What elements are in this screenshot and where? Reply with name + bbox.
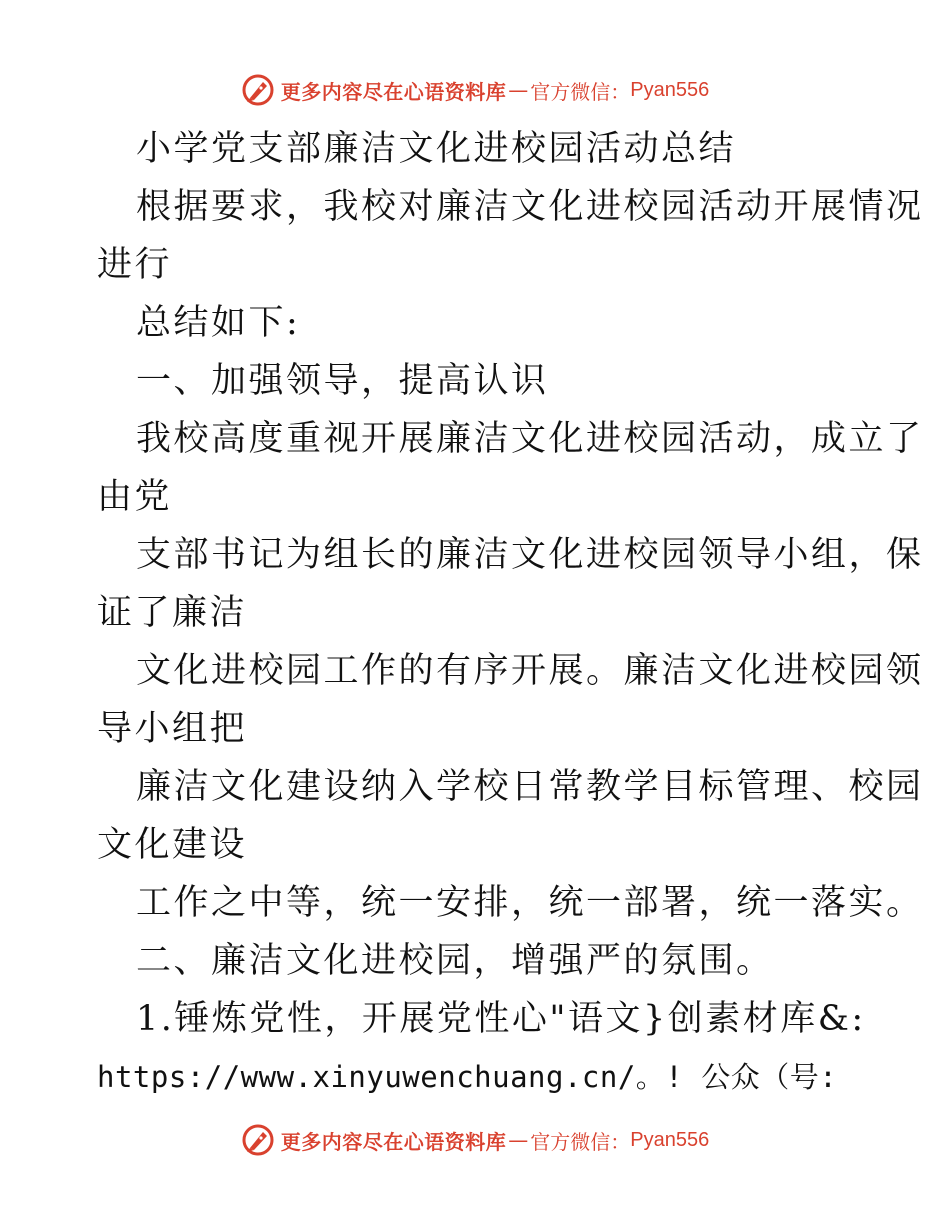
footer-separator: — [508,1128,529,1152]
body-line: 总结如下: [136,303,301,343]
body-line: 工作之中等，统一安排，统一部署，统一落实。 [136,883,924,923]
body-line: 支部书记为组长的廉洁文化进校园领导小组，保 [136,535,924,575]
footer-promo-text: 更多内容尽在心语资料库 [280,1129,507,1154]
body-line: 证了廉洁 [97,593,248,633]
header-wechat-id: Pyan556 [630,78,710,101]
pen-nib-logo-icon [241,73,275,107]
section-heading: 一、加强领导，提高认识 [136,361,549,401]
body-line: 廉洁文化建设纳入学校日常教学目标管理、校园 [136,767,924,807]
footer-wechat-id: Pyan556 [630,1128,710,1151]
header-official-label: 官方微信： [530,79,631,104]
url-line: https://www.xinyuwenchuang.cn/。! 公众（号: [97,1060,838,1094]
body-line: 进行 [97,245,173,285]
section-heading: 二、廉洁文化进校园，增强严的氛围。 [136,941,774,981]
header-separator: — [508,78,529,102]
body-line: 导小组把 [97,709,248,749]
document-body [97,120,924,1106]
document-title: 小学党支部廉洁文化进校园活动总结 [136,129,737,169]
body-line: 由党 [97,477,173,517]
body-line: 根据要求，我校对廉洁文化进校园活动开展情况 [136,187,924,227]
body-line: 文化建设 [97,825,248,865]
footer-banner [0,1120,950,1160]
footer-official-label: 官方微信： [530,1129,631,1154]
body-line: 文化进校园工作的有序开展。廉洁文化进校园领 [136,651,924,691]
body-line: 我校高度重视开展廉洁文化进校园活动，成立了 [136,419,924,459]
pen-nib-logo-icon [241,1123,275,1157]
header-promo-text: 更多内容尽在心语资料库 [280,79,507,104]
body-line: 1.锤炼党性，开展党性心"语文}创素材库&: [136,999,866,1039]
header-banner [0,70,950,110]
